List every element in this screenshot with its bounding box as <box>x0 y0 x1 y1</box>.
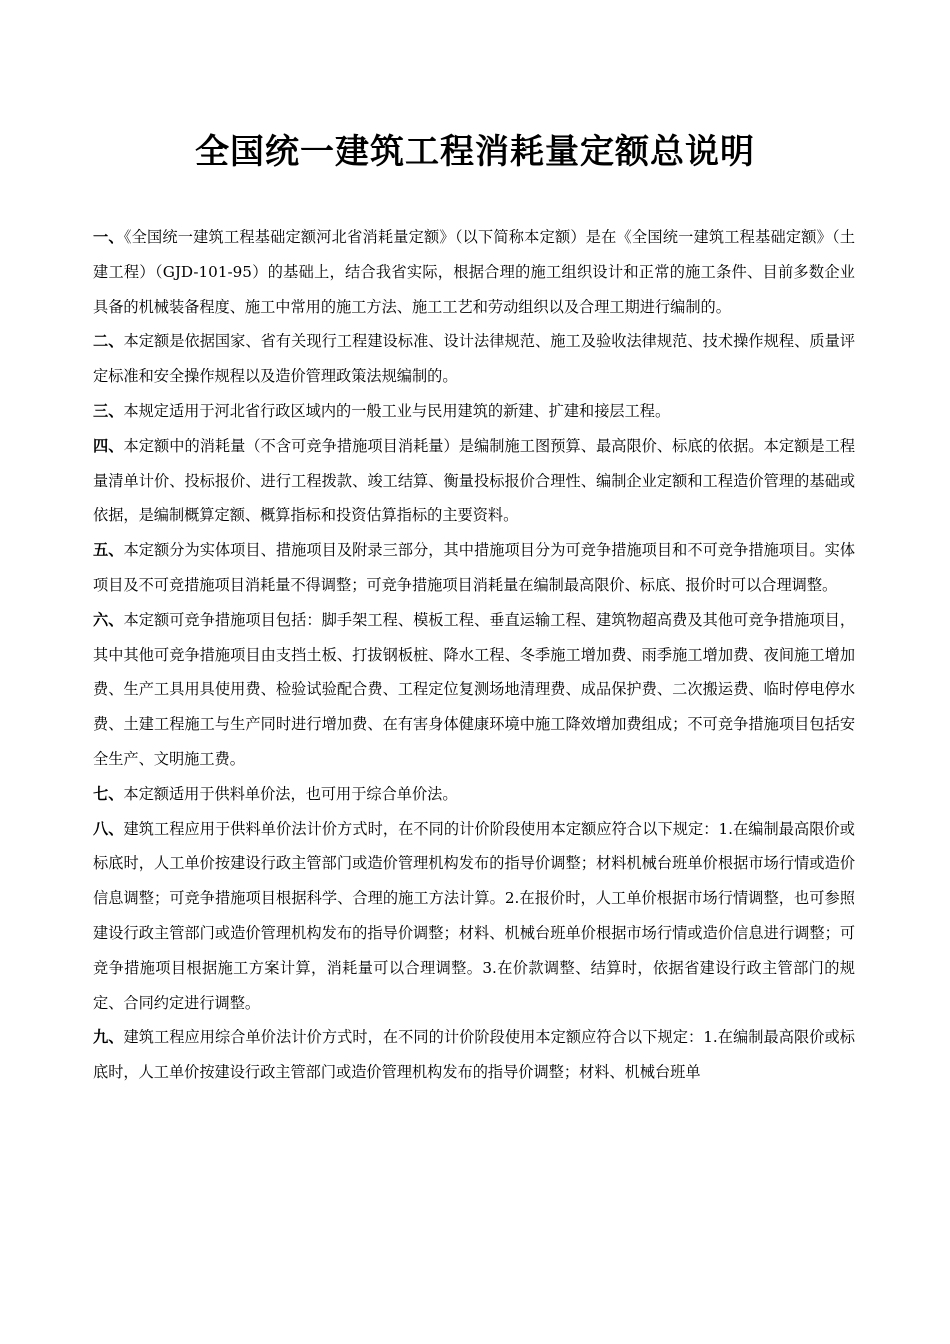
paragraph-9 <box>93 1020 855 1090</box>
paragraph-text: 本定额适用于供料单价法，也可用于综合单价法。 <box>123 784 458 803</box>
paragraph-number: 九、 <box>93 1028 124 1047</box>
paragraph-8 <box>93 812 855 1021</box>
paragraph-6 <box>93 603 855 777</box>
paragraph-number: 三、 <box>93 401 124 420</box>
paragraph-text: 建筑工程应用综合单价法计价方式时，在不同的计价阶段使用本定额应符合以下规定：1.在编制最高限价或标底时，人工单价按建设行政主管部门或造价管理机构发布的指导价调整；材料、机械台班单 <box>93 1028 855 1082</box>
paragraph-2 <box>93 324 855 394</box>
paragraph-number: 四、 <box>93 436 124 455</box>
paragraph-text: 本规定适用于河北省行政区域内的一般工业与民用建筑的新建、扩建和接层工程。 <box>123 401 671 420</box>
paragraph-7 <box>93 777 855 812</box>
paragraph-number: 五、 <box>93 541 124 560</box>
paragraph-number: 七、 <box>93 784 124 803</box>
paragraph-number: 二、 <box>93 332 124 351</box>
paragraph-3 <box>93 394 855 429</box>
paragraph-text: 本定额分为实体项目、措施项目及附录三部分，其中措施项目分为可竞争措施项目和不可竞争措施项目。实体项目及不可竞措施项目消耗量不得调整；可竞争措施项目消耗量在编制最高限价、标底、报价时可以合理调整。 <box>93 541 856 594</box>
document-title: 全国统一建筑工程消耗量定额总说明 <box>195 132 755 172</box>
paragraph-text: 《全国统一建筑工程基础定额河北省消耗量定额》（以下简称本定额）是在《全国统一建筑工程基础定额》（土建工程）（GJD-101-95）的基础上，结合我省实际，根据合理的施工组织设计和正常的施工条件、目前多数企业具备的机械装备程度、施工中常用的施工方法、施工工艺和劳动组织以及合理工期进行编制的。 <box>93 228 856 316</box>
paragraph-text: 本定额是依据国家、省有关现行工程建设标准、设计法律规范、施工及验收法律规范、技术操作规程、质量评定标准和安全操作规程以及造价管理政策法规编制的。 <box>93 332 856 386</box>
paragraph-number: 一、 <box>93 228 124 246</box>
paragraph-1 <box>93 220 855 324</box>
document-body <box>93 220 855 1090</box>
paragraph-number: 六、 <box>93 610 124 629</box>
paragraph-text: 本定额中的消耗量（不含可竞争措施项目消耗量）是编制施工图预算、最高限价、标底的依据。本定额是工程量清单计价、投标报价、进行工程拨款、竣工结算、衡量投标报价合理性、编制企业定额和工程造价管理的基础或依据，是编制概算定额、概算指标和投资估算指标的主要资料。 <box>93 436 856 525</box>
paragraph-text: 建筑工程应用于供料单价法计价方式时，在不同的计价阶段使用本定额应符合以下规定：1.在编制最高限价或标底时，人工单价按建设行政主管部门或造价管理机构发布的指导价调整；材料机械台班单价根据市场行情或造价信息调整；可竞争措施项目根据科学、合理的施工方法计算。2.在报价时，人工单价根据市场行情调整，也可参照建设行政主管部门或造价管理机构发布的指导价调整；材料、机械台班单价根据市场行情或造价信息进行调整；可竞争措施项目根据施工方案计算，消耗量可以合理调整。3.在价款调整、结算时，依据省建设行政主管部门的规定、合同约定进行调整。 <box>93 819 855 1012</box>
paragraph-text: 本定额可竞争措施项目包括：脚手架工程、模板工程、垂直运输工程、建筑物超高费及其他可竞争措施项目，其中其他可竞争措施项目由支挡土板、打拔钢板桩、降水工程、冬季施工增加费、雨季施工增加费、夜间施工增加费、生产工具用具使用费、检验试验配合费、工程定位复测场地清理费、成品保护费、二次搬运费、临时停电停水费、土建工程施工与生产同时进行增加费、在有害身体健康环境中施工降效增加费组成；不可竞争措施项目包括安全生产、文明施工费。 <box>93 610 856 768</box>
paragraph-5 <box>93 533 855 603</box>
paragraph-4 <box>93 429 855 533</box>
paragraph-number: 八、 <box>93 819 124 838</box>
